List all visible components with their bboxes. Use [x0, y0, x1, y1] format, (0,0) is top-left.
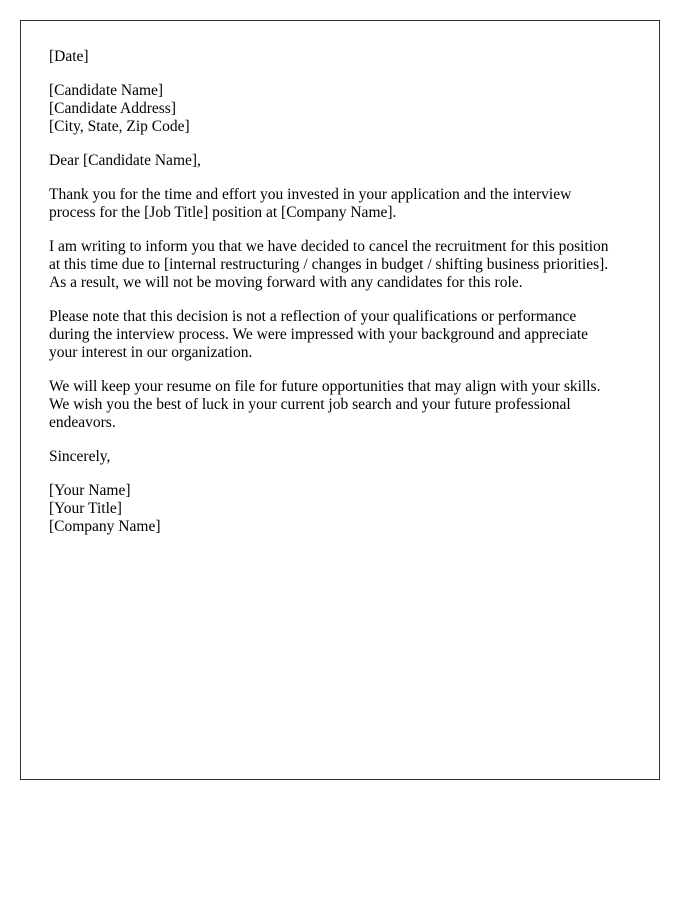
paragraph-line: We will keep your resume on file for future opportunities that may align with your skills. — [49, 378, 601, 395]
signature-company: [Company Name] — [49, 518, 161, 535]
signature-name: [Your Name] — [49, 482, 131, 499]
paragraph-not-reflection — [49, 308, 639, 362]
paragraph-line: Thank you for the time and effort you invested in your application and the interview — [49, 186, 572, 203]
letter-page — [20, 20, 660, 780]
letter-body — [49, 48, 639, 552]
paragraph-line: process for the [Job Title] position at [Company Name]. — [49, 204, 397, 221]
date-text: [Date] — [49, 48, 89, 65]
recipient-address: [Candidate Address] — [49, 100, 176, 117]
salutation-text: Dear [Candidate Name], — [49, 152, 201, 169]
recipient-city-state-zip: [City, State, Zip Code] — [49, 118, 190, 135]
recipient-name: [Candidate Name] — [49, 82, 164, 99]
paragraph-line: at this time due to [internal restructuring / changes in budget / shifting business priorities]. — [49, 256, 609, 273]
signature-block — [49, 482, 639, 536]
date-line — [49, 48, 639, 66]
paragraph-line: As a result, we will not be moving forward with any candidates for this role. — [49, 274, 523, 291]
closing-text: Sincerely, — [49, 448, 111, 465]
salutation — [49, 152, 639, 170]
paragraph-line: during the interview process. We were impressed with your background and appreciate — [49, 326, 589, 343]
paragraph-line: We wish you the best of luck in your current job search and your future professional — [49, 396, 571, 413]
paragraph-cancellation — [49, 238, 639, 292]
paragraph-line: Please note that this decision is not a reflection of your qualifications or performance — [49, 308, 577, 325]
paragraph-line: endeavors. — [49, 414, 116, 431]
paragraph-resume-on-file — [49, 378, 639, 432]
paragraph-line: I am writing to inform you that we have decided to cancel the recruitment for this position — [49, 238, 609, 255]
closing — [49, 448, 639, 466]
paragraph-line: your interest in our organization. — [49, 344, 253, 361]
recipient-address-block — [49, 82, 639, 136]
signature-title: [Your Title] — [49, 500, 122, 517]
paragraph-thank-you — [49, 186, 639, 222]
